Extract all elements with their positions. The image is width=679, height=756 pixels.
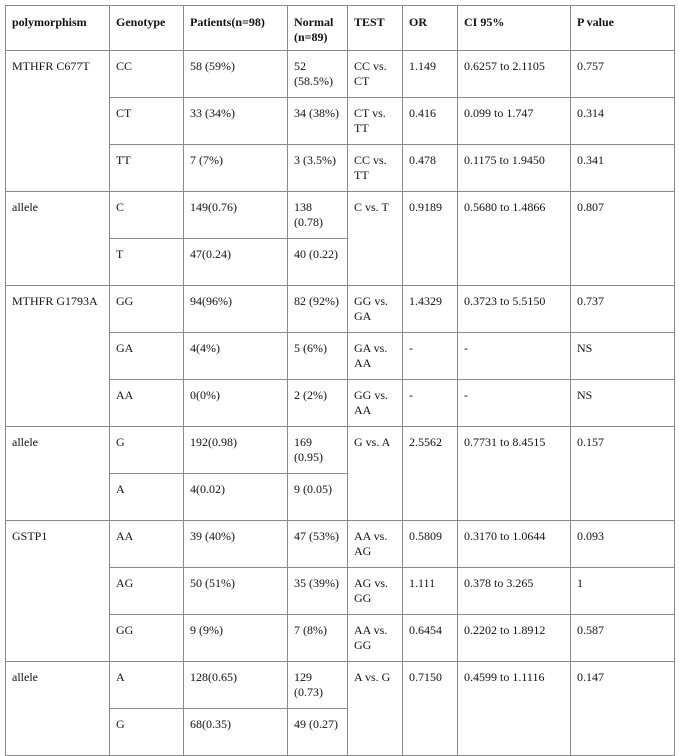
p-value-cell: NS bbox=[571, 333, 675, 380]
ci-cell: 0.378 to 3.265 bbox=[458, 568, 571, 615]
normal-cell: 5 (6%) bbox=[288, 333, 348, 380]
test-cell: CC vs. CT bbox=[348, 51, 403, 98]
header-polymorphism: polymorphism bbox=[6, 6, 110, 51]
ci-cell: 0.7731 to 8.4515 bbox=[458, 427, 571, 521]
genotype-cell: CT bbox=[110, 98, 184, 145]
genotype-cell: TT bbox=[110, 145, 184, 192]
polymorphism-cell: allele bbox=[6, 427, 110, 521]
polymorphism-cell: allele bbox=[6, 662, 110, 756]
genotype-cell: GG bbox=[110, 615, 184, 662]
p-value-cell: 0.737 bbox=[571, 286, 675, 333]
table-row bbox=[6, 51, 675, 98]
test-cell: C vs. T bbox=[348, 192, 403, 286]
normal-cell: 47 (53%) bbox=[288, 521, 348, 568]
header-row bbox=[6, 6, 675, 51]
patients-cell: 50 (51%) bbox=[184, 568, 288, 615]
or-cell: 1.111 bbox=[403, 568, 458, 615]
table-row bbox=[6, 662, 675, 709]
normal-cell: 129 (0.73) bbox=[288, 662, 348, 709]
p-value-cell: 0.093 bbox=[571, 521, 675, 568]
test-cell: CC vs. TT bbox=[348, 145, 403, 192]
genotype-cell: G bbox=[110, 709, 184, 756]
p-value-cell: 0.807 bbox=[571, 192, 675, 286]
header-patients: Patients(n=98) bbox=[184, 6, 288, 51]
test-cell: CT vs. TT bbox=[348, 98, 403, 145]
ci-cell: - bbox=[458, 333, 571, 380]
normal-cell: 169 (0.95) bbox=[288, 427, 348, 474]
patients-cell: 192(0.98) bbox=[184, 427, 288, 474]
ci-cell: 0.1175 to 1.9450 bbox=[458, 145, 571, 192]
genotype-cell: AA bbox=[110, 380, 184, 427]
p-value-cell: NS bbox=[571, 380, 675, 427]
genotype-cell: AA bbox=[110, 521, 184, 568]
patients-cell: 68(0.35) bbox=[184, 709, 288, 756]
ci-cell: 0.5680 to 1.4866 bbox=[458, 192, 571, 286]
header-ci: CI 95% bbox=[458, 6, 571, 51]
or-cell: - bbox=[403, 333, 458, 380]
genotype-cell: AG bbox=[110, 568, 184, 615]
table-row bbox=[6, 521, 675, 568]
patients-cell: 39 (40%) bbox=[184, 521, 288, 568]
normal-cell: 52 (58.5%) bbox=[288, 51, 348, 98]
ci-cell: - bbox=[458, 380, 571, 427]
test-cell: AA vs. AG bbox=[348, 521, 403, 568]
ci-cell: 0.3723 to 5.5150 bbox=[458, 286, 571, 333]
or-cell: 0.7150 bbox=[403, 662, 458, 756]
patients-cell: 58 (59%) bbox=[184, 51, 288, 98]
genotype-cell: CC bbox=[110, 51, 184, 98]
patients-cell: 7 (7%) bbox=[184, 145, 288, 192]
header-genotype: Genotype bbox=[110, 6, 184, 51]
p-value-cell: 0.314 bbox=[571, 98, 675, 145]
header-normal: Normal (n=89) bbox=[288, 6, 348, 51]
ci-cell: 0.6257 to 2.1105 bbox=[458, 51, 571, 98]
patients-cell: 0(0%) bbox=[184, 380, 288, 427]
p-value-cell: 1 bbox=[571, 568, 675, 615]
test-cell: AG vs. GG bbox=[348, 568, 403, 615]
header-p-value: P value bbox=[571, 6, 675, 51]
ci-cell: 0.3170 to 1.0644 bbox=[458, 521, 571, 568]
polymorphism-results-table bbox=[5, 5, 675, 756]
p-value-cell: 0.587 bbox=[571, 615, 675, 662]
normal-cell: 3 (3.5%) bbox=[288, 145, 348, 192]
genotype-cell: A bbox=[110, 662, 184, 709]
genotype-cell: GG bbox=[110, 286, 184, 333]
normal-cell: 9 (0.05) bbox=[288, 474, 348, 521]
test-cell: GG vs. AA bbox=[348, 380, 403, 427]
patients-cell: 33 (34%) bbox=[184, 98, 288, 145]
normal-cell: 2 (2%) bbox=[288, 380, 348, 427]
p-value-cell: 0.341 bbox=[571, 145, 675, 192]
header-or: OR bbox=[403, 6, 458, 51]
patients-cell: 149(0.76) bbox=[184, 192, 288, 239]
genotype-cell: C bbox=[110, 192, 184, 239]
patients-cell: 128(0.65) bbox=[184, 662, 288, 709]
patients-cell: 9 (9%) bbox=[184, 615, 288, 662]
polymorphism-cell: MTHFR G1793A bbox=[6, 286, 110, 427]
or-cell: 1.4329 bbox=[403, 286, 458, 333]
normal-cell: 138 (0.78) bbox=[288, 192, 348, 239]
header-test: TEST bbox=[348, 6, 403, 51]
patients-cell: 94(96%) bbox=[184, 286, 288, 333]
normal-cell: 82 (92%) bbox=[288, 286, 348, 333]
genotype-cell: A bbox=[110, 474, 184, 521]
patients-cell: 47(0.24) bbox=[184, 239, 288, 286]
table-row bbox=[6, 192, 675, 239]
or-cell: 0.6454 bbox=[403, 615, 458, 662]
normal-cell: 35 (39%) bbox=[288, 568, 348, 615]
p-value-cell: 0.757 bbox=[571, 51, 675, 98]
polymorphism-cell: GSTP1 bbox=[6, 521, 110, 662]
polymorphism-cell: MTHFR C677T bbox=[6, 51, 110, 192]
table-row bbox=[6, 286, 675, 333]
or-cell: 0.5809 bbox=[403, 521, 458, 568]
normal-cell: 40 (0.22) bbox=[288, 239, 348, 286]
patients-cell: 4(4%) bbox=[184, 333, 288, 380]
or-cell: 2.5562 bbox=[403, 427, 458, 521]
test-cell: AA vs. GG bbox=[348, 615, 403, 662]
ci-cell: 0.099 to 1.747 bbox=[458, 98, 571, 145]
p-value-cell: 0.157 bbox=[571, 427, 675, 521]
test-cell: A vs. G bbox=[348, 662, 403, 756]
test-cell: GG vs. GA bbox=[348, 286, 403, 333]
genotype-cell: T bbox=[110, 239, 184, 286]
normal-cell: 49 (0.27) bbox=[288, 709, 348, 756]
test-cell: G vs. A bbox=[348, 427, 403, 521]
or-cell: 0.478 bbox=[403, 145, 458, 192]
patients-cell: 4(0.02) bbox=[184, 474, 288, 521]
genotype-cell: GA bbox=[110, 333, 184, 380]
normal-cell: 34 (38%) bbox=[288, 98, 348, 145]
p-value-cell: 0.147 bbox=[571, 662, 675, 756]
or-cell: - bbox=[403, 380, 458, 427]
normal-cell: 7 (8%) bbox=[288, 615, 348, 662]
table-row bbox=[6, 427, 675, 474]
or-cell: 1.149 bbox=[403, 51, 458, 98]
or-cell: 0.9189 bbox=[403, 192, 458, 286]
ci-cell: 0.4599 to 1.1116 bbox=[458, 662, 571, 756]
or-cell: 0.416 bbox=[403, 98, 458, 145]
genotype-cell: G bbox=[110, 427, 184, 474]
polymorphism-cell: allele bbox=[6, 192, 110, 286]
test-cell: GA vs. AA bbox=[348, 333, 403, 380]
ci-cell: 0.2202 to 1.8912 bbox=[458, 615, 571, 662]
